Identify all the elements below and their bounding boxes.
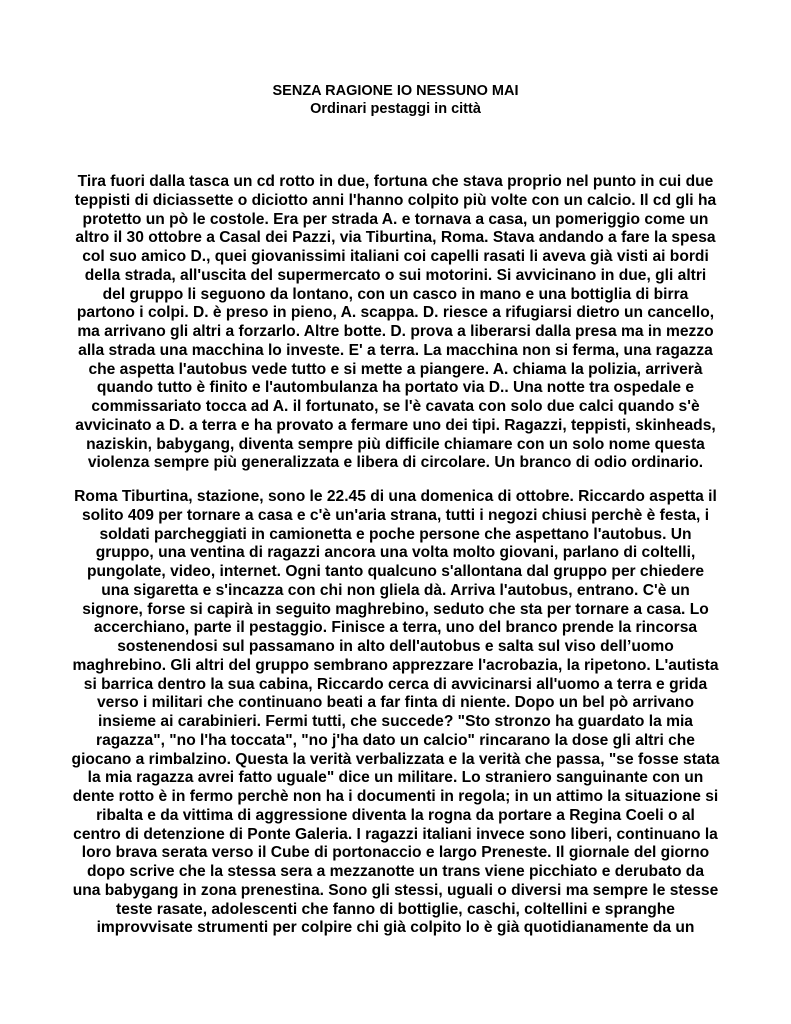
text-line: Tira fuori dalla tasca un cd rotto in due, fortuna che stava proprio nel punto in cui due — [77, 173, 714, 190]
text-line: col suo amico D., quei giovanissimi italiani coi capelli rasati li aveva già visti ai bordi — [82, 248, 709, 265]
text-line: protetto un pò le costole. Era per strada A. e tornava a casa, un pomeriggio come un — [82, 210, 709, 228]
text-line: della strada, all'uscita del supermercato o sui motorini. Si avvicinano in due, gli altri — [84, 266, 707, 284]
text-line: soldati parcheggiati in camionetta e poche persone che aspettano l'autobus. Un — [99, 525, 692, 543]
text-line: Roma Tiburtina, stazione, sono le 22.45 di una domenica di ottobre. Riccardo aspetta il — [74, 488, 717, 505]
text-line: dopo scrive che la stessa sera a mezzanotte un trans viene picchiato e derubato da — [86, 863, 705, 880]
text-line: che aspetta l'autobus vede tutto e si mette a piangere. A. chiama la polizia, arriverà — [88, 360, 703, 378]
text-line: ragazza", "no l'ha toccata", "no j'ha dato un calcio" rincarano la dose gli altri che — [96, 731, 695, 749]
text-line: teste rasate, adolescenti che fanno di bottiglie, caschi, coltellini e spranghe — [116, 900, 675, 918]
text-line: giocano a rimbalzino. Questa la verità verbalizzata e la verità che passa, "se fosse stata — [71, 750, 720, 768]
text-line: alla strada una macchina lo investe. E' a terra. La macchina non si ferma, una ragazza — [78, 341, 713, 359]
document-title: SENZA RAGIONE IO NESSUNO MAI — [272, 83, 519, 99]
text-line: loro brava serata verso il Cube di portonaccio e largo Preneste. Il giornale del giorno — [81, 844, 710, 862]
text-line: solito 409 per tornare a casa e c'è un'aria strana, tutti i negozi chiusi perchè è festa, i — [81, 506, 710, 524]
text-line: maghrebino. Gli altri del gruppo sembrano apprezzare l'acrobazia, la ripetono. L'autista — [72, 656, 719, 674]
text-line: del gruppo li seguono da lontano, con un casco in mano e una bottiglia di birra — [102, 285, 689, 303]
text-line: una babygang in zona prenestina. Sono gli stessi, uguali o diversi ma sempre le stesse — [72, 881, 719, 899]
text-line: commissariato tocca ad A. il fortunato, se l'è cavata con solo due calci quando s'è — [91, 398, 700, 415]
text-line: pungolate, video, internet. Ogni tanto qualcuno s'allontana dal gruppo per chiedere — [86, 563, 705, 580]
text-line: violenza sempre più generalizzata e libera di circolare. Un branco di odio ordinario. — [87, 454, 704, 472]
text-line: partono i colpi. D. è preso in pieno, A. scappa. D. riesce a rifugiarsi dietro un cancello, — [76, 304, 715, 322]
text-line: naziskin, babygang, diventa sempre più difficile chiamare con un solo nome questa — [86, 435, 705, 453]
text-line: gruppo, una ventina di ragazzi ancora una volta molto giovani, parlano di coltelli, — [95, 544, 696, 562]
text-line: altro il 30 ottobre a Casal dei Pazzi, via Tiburtina, Roma. Stava andando a fare la spesa — [75, 229, 716, 247]
text-line: si barrica dentro la sua cabina, Riccardo cerca di avvicinarsi all'uomo a terra e grida — [83, 675, 708, 693]
text-line: ribalta e da vittima di aggressione diventa la rogna da portare a Regina Coeli o al — [96, 806, 695, 824]
text-line: centro di detenzione di Ponte Galeria. I ragazzi italiani invece sono liberi, continuano la — [73, 825, 718, 843]
document-header — [0, 82, 791, 118]
paragraph-1 — [40, 173, 751, 473]
text-line: avvicinato a D. a terra e ha provato a fermare uno dei tipi. Ragazzi, teppisti, skinheads, — [75, 416, 716, 434]
text-line: la mia ragazza avrei fatto uguale" dice un militare. Lo straniero sanguinante con un — [87, 769, 704, 787]
text-line: teppisti di diciassette o diciotto anni l'hanno colpito più volte con un calcio. Il cd gli ha — [74, 191, 717, 209]
text-line: insieme ai carabinieri. Fermi tutti, che succede? "Sto stronzo ha guardato la mia — [98, 713, 693, 730]
text-line: dente rotto è in fermo perchè non ha i documenti in regola; in un attimo la situazione si — [72, 788, 719, 805]
paragraph-2 — [40, 488, 751, 938]
text-line: signore, forse si capirà in seguito maghrebino, seduto che sta per tornare a casa. Lo — [82, 600, 709, 618]
text-line: improvvisate strumenti per colpire chi già colpito lo è già quotidianamente da un — [96, 919, 695, 937]
text-line: accerchiano, parte il pestaggio. Finisce a terra, uno del branco prende la rincorsa — [93, 619, 698, 637]
text-line: ma arrivano gli altri a forzarlo. Altre botte. D. prova a liberarsi dalla presa ma in mezzo — [77, 323, 714, 340]
text-line: quando tutto è finito e l'autombulanza ha portato via D.. Una notte tra ospedale e — [96, 379, 695, 397]
document-subtitle: Ordinari pestaggi in città — [310, 101, 481, 117]
text-line: verso i militari che continuano beati a far finta di niente. Dopo un bel pò arrivano — [97, 694, 694, 712]
text-line: una sigaretta e s'incazza con chi non gliela dà. Arriva l'autobus, entrano. C'è un — [101, 581, 690, 599]
text-line: sostenendosi sul passamano in alto dell'autobus e salta sul viso dell’uomo — [117, 638, 674, 655]
